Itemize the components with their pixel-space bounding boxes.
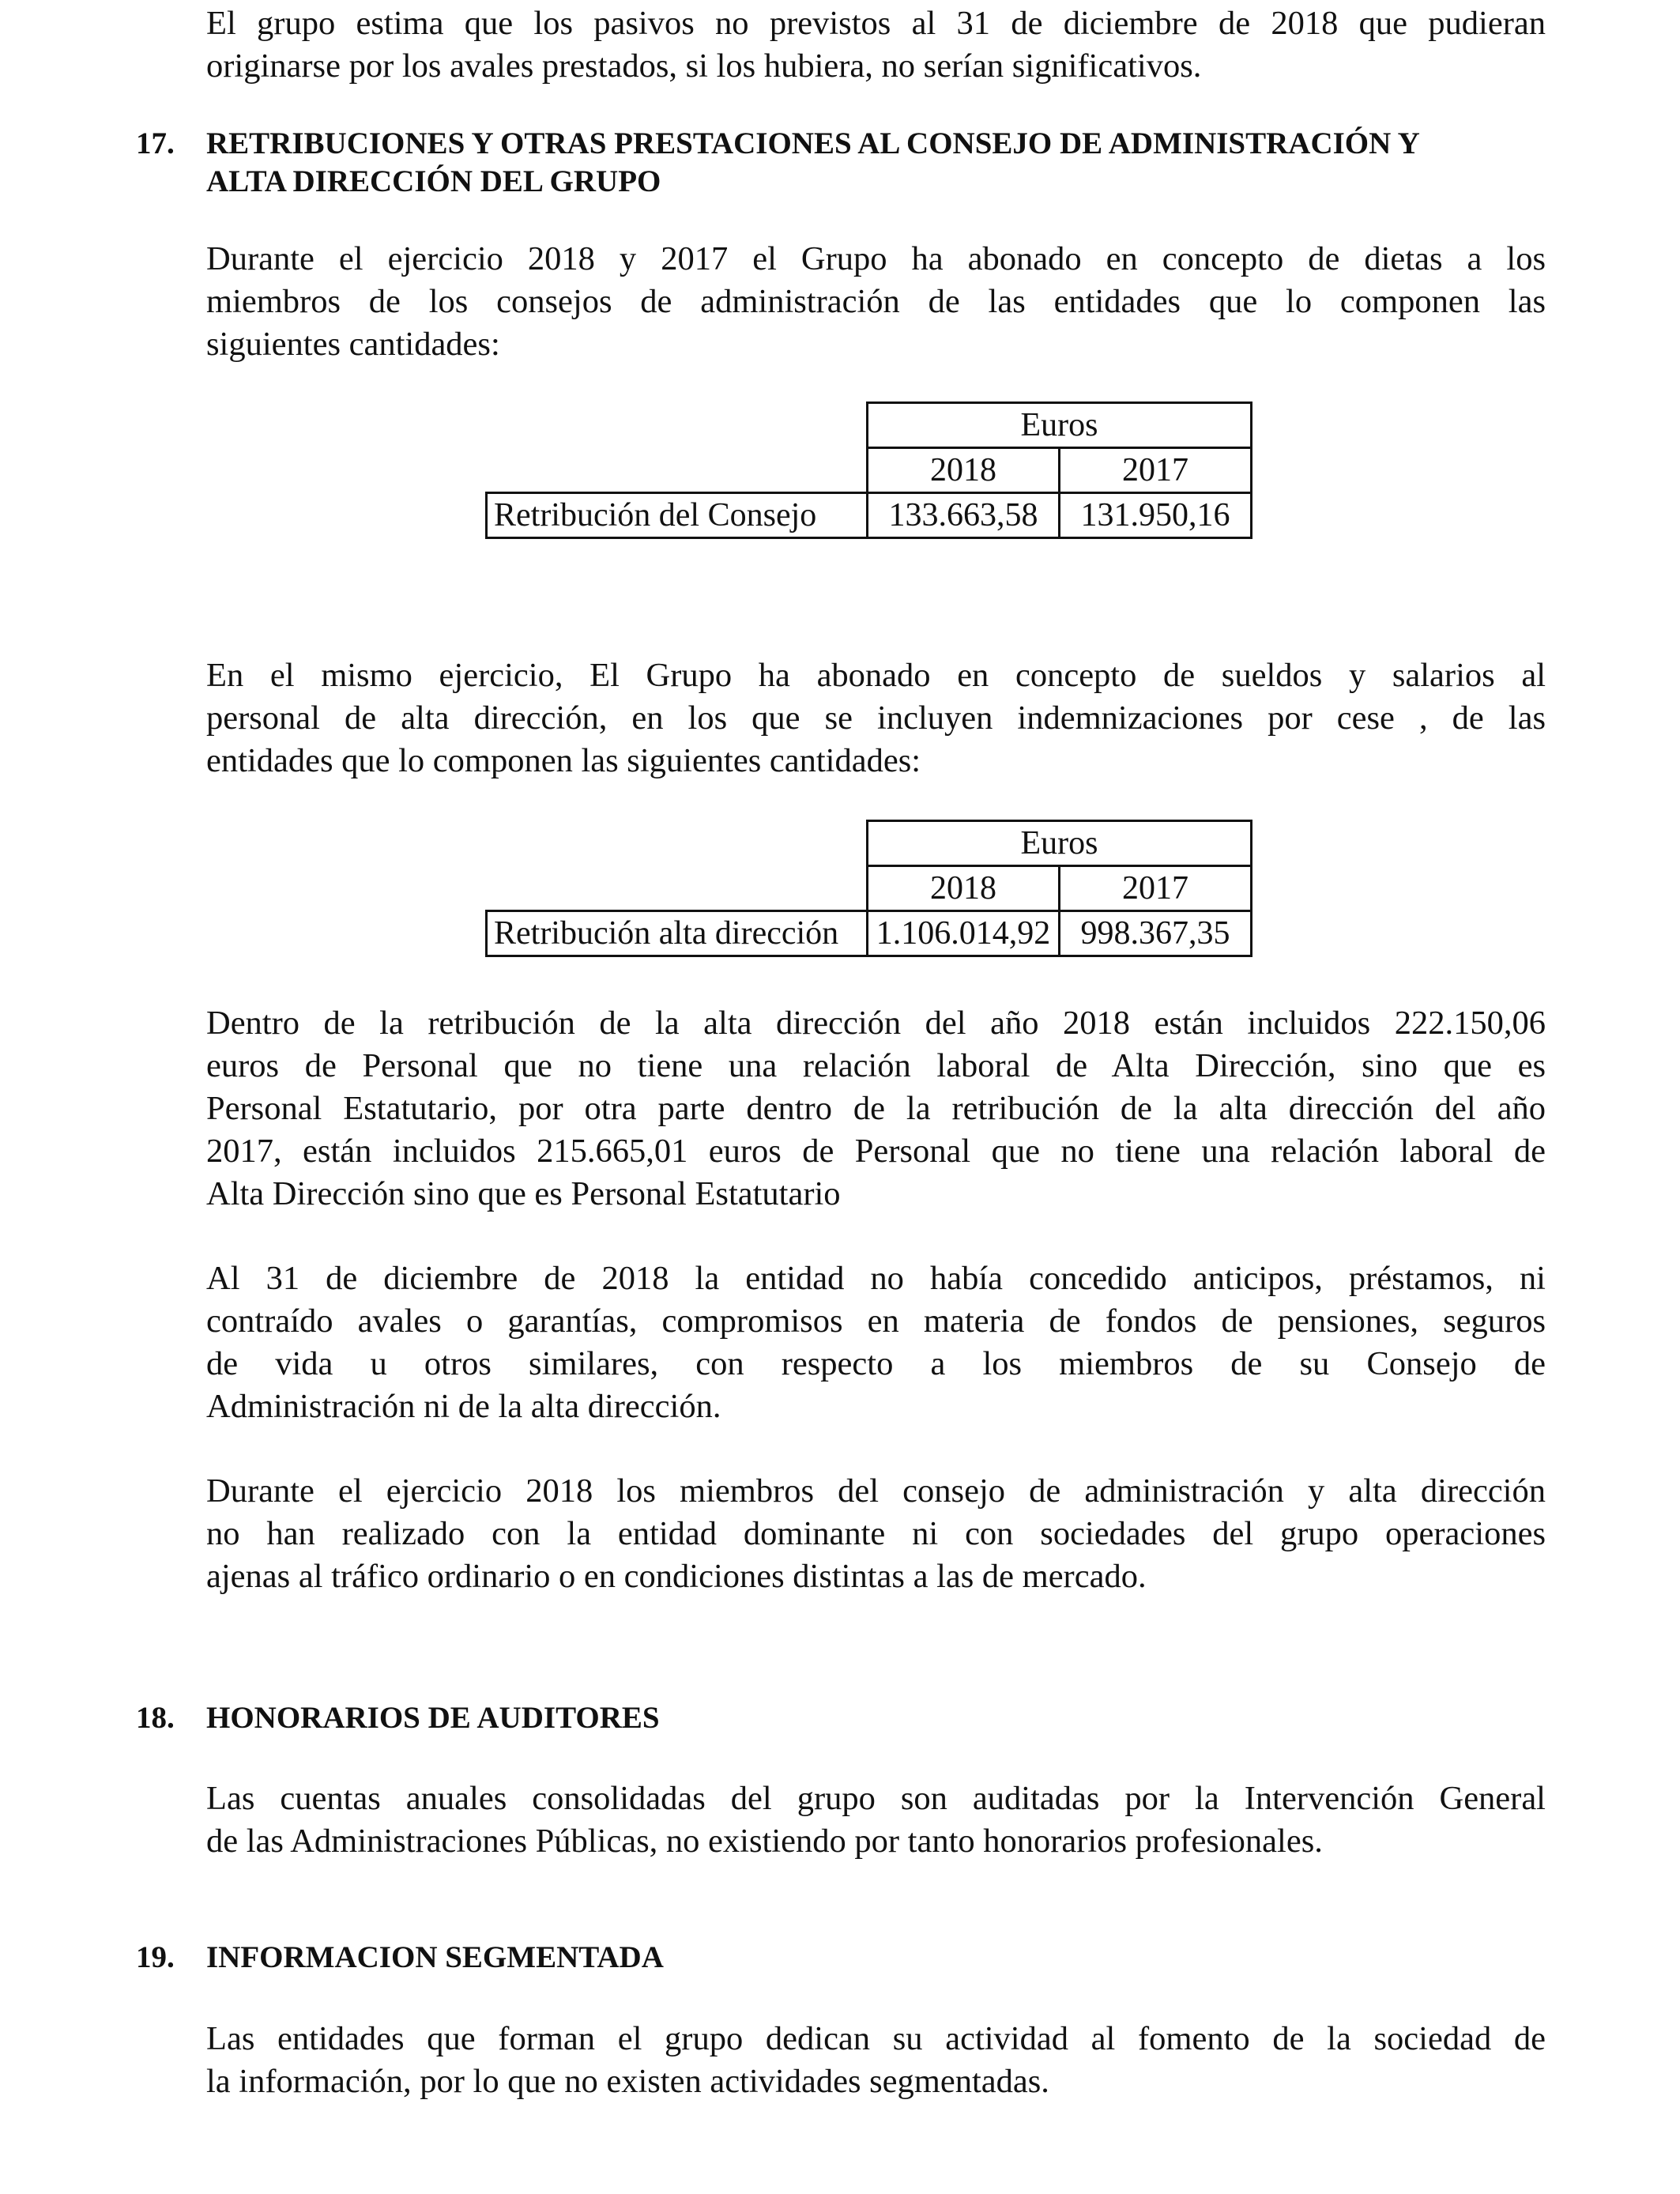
table-header-euros: Euros <box>868 821 1252 866</box>
section-19-paragraph <box>206 2018 1546 2103</box>
section-18-number: 18. <box>136 1701 175 1735</box>
paragraph-line: contraído avales o garantías, compromisos en materia de fondos de pensiones, seguros <box>206 1302 1546 1340</box>
table-row-label: Retribución alta dirección <box>487 911 868 956</box>
section-19-title: INFORMACION SEGMENTADA <box>206 1940 664 1974</box>
table-value-2018: 133.663,58 <box>868 493 1060 538</box>
paragraph-line: de las Administraciones Públicas, no existiendo por tanto honorarios profesionales. <box>206 1823 1323 1860</box>
paragraph-line: En el mismo ejercicio, El Grupo ha abonado en concepto de sueldos y salarios al <box>206 657 1546 694</box>
paragraph-line: euros de Personal que no tiene una relación laboral de Alta Dirección, sino que es <box>206 1047 1546 1084</box>
section-17-title-line: ALTA DIRECCIÓN DEL GRUPO <box>206 164 661 198</box>
table-year-2018: 2018 <box>868 448 1060 493</box>
section-17-paragraph-2 <box>206 654 1546 782</box>
section-18-paragraph <box>206 1777 1546 1863</box>
paragraph-line: miembros de los consejos de administración de las entidades que lo componen las <box>206 283 1546 320</box>
table-header-euros: Euros <box>868 403 1252 448</box>
paragraph-line: Administración ni de la alta dirección. <box>206 1388 721 1425</box>
paragraph-line: Durante el ejercicio 2018 los miembros del consejo de administración y alta dirección <box>206 1472 1546 1510</box>
section-18-title: HONORARIOS DE AUDITORES <box>206 1701 660 1735</box>
paragraph-line: de vida u otros similares, con respecto a los miembros de su Consejo de <box>206 1345 1546 1382</box>
paragraph-line: entidades que lo componen las siguientes cantidades: <box>206 742 921 779</box>
section-17-paragraph-5 <box>206 1470 1546 1598</box>
table-row-label: Retribución del Consejo <box>487 493 868 538</box>
paragraph-line: Las cuentas anuales consolidadas del grupo son auditadas por la Intervención General <box>206 1780 1546 1817</box>
table-value-2018: 1.106.014,92 <box>868 911 1060 956</box>
paragraph-line: personal de alta dirección, en los que se incluyen indemnizaciones por cese , de las <box>206 699 1546 737</box>
table-value-2017: 998.367,35 <box>1060 911 1252 956</box>
paragraph-line: Las entidades que forman el grupo dedican su actividad al fomento de la sociedad de <box>206 2020 1546 2057</box>
paragraph-line: Al 31 de diciembre de 2018 la entidad no había concedido anticipos, préstamos, ni <box>206 1260 1546 1297</box>
paragraph-line: siguientes cantidades: <box>206 326 500 363</box>
paragraph-line: Dentro de la retribución de la alta dirección del año 2018 están incluidos 222.150,06 <box>206 1005 1546 1042</box>
paragraph-line: 2017, están incluidos 215.665,01 euros de Personal que no tiene una relación laboral de <box>206 1133 1546 1170</box>
section-17-paragraph-4 <box>206 1257 1546 1428</box>
section-19-number: 19. <box>136 1940 175 1974</box>
table-year-2017: 2017 <box>1060 448 1252 493</box>
intro-line: originarse por los avales prestados, si los hubiera, no serían significativos. <box>206 47 1202 85</box>
paragraph-line: ajenas al tráfico ordinario o en condiciones distintas a las de mercado. <box>206 1558 1147 1595</box>
table-value-2017: 131.950,16 <box>1060 493 1252 538</box>
section-17-number: 17. <box>136 126 175 160</box>
section-17-paragraph-1 <box>206 238 1546 366</box>
table-year-2018: 2018 <box>868 866 1060 911</box>
intro-line: El grupo estima que los pasivos no previstos al 31 de diciembre de 2018 que pudieran <box>206 5 1546 42</box>
board-remuneration-table <box>485 401 1252 539</box>
paragraph-line: la información, por lo que no existen actividades segmentadas. <box>206 2063 1049 2100</box>
paragraph-line: Durante el ejercicio 2018 y 2017 el Grupo ha abonado en concepto de dietas a los <box>206 240 1546 277</box>
paragraph-line: Personal Estatutario, por otra parte dentro de la retribución de la alta dirección del año <box>206 1090 1546 1127</box>
section-17-paragraph-3 <box>206 1002 1546 1216</box>
paragraph-line: Alta Dirección sino que es Personal Estatutario <box>206 1175 841 1212</box>
paragraph-line: no han realizado con la entidad dominante ni con sociedades del grupo operaciones <box>206 1515 1546 1552</box>
intro-paragraph <box>206 2 1546 88</box>
senior-management-remuneration-table <box>485 820 1252 957</box>
section-17-title-line: RETRIBUCIONES Y OTRAS PRESTACIONES AL CONSEJO DE ADMINISTRACIÓN Y <box>206 126 1420 160</box>
table-year-2017: 2017 <box>1060 866 1252 911</box>
